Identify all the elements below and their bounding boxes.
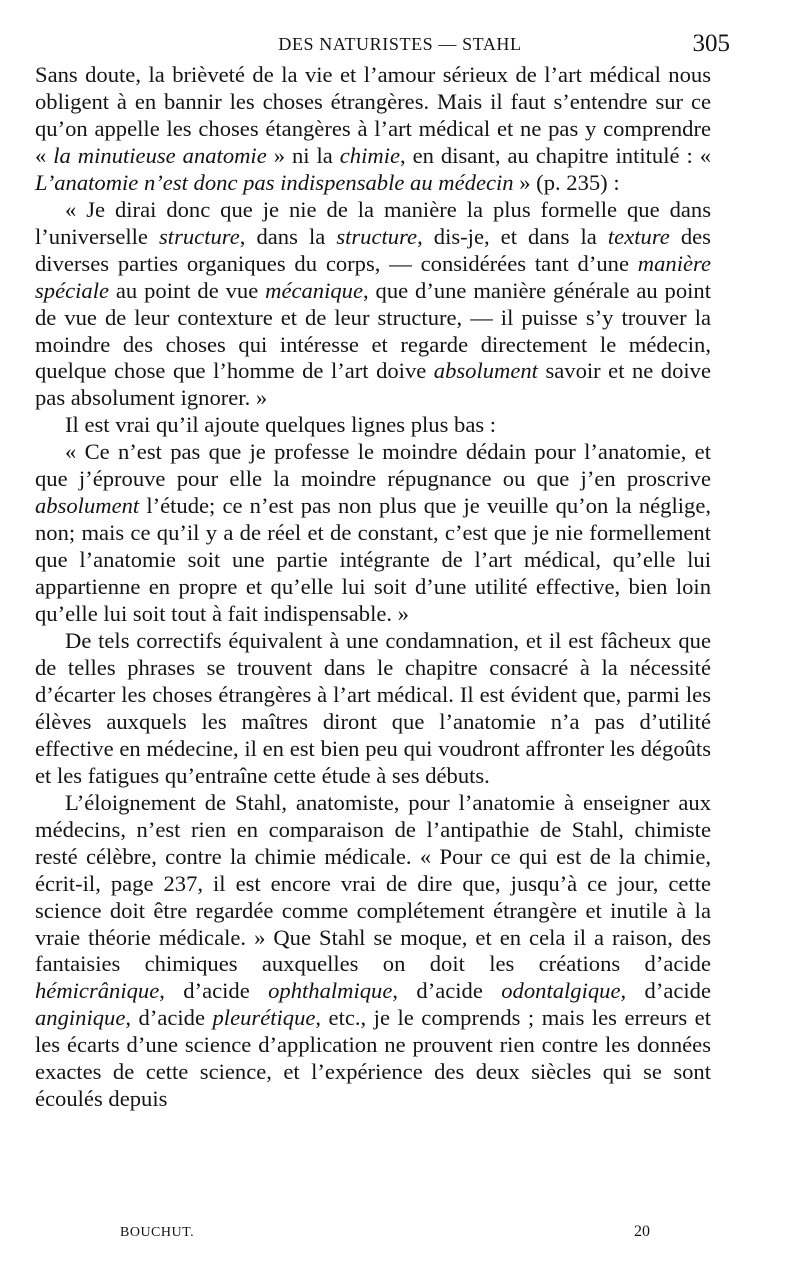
- italic-text: absolument: [433, 358, 538, 384]
- paragraph: [35, 628, 711, 790]
- page-number: 305: [692, 30, 730, 57]
- italic-text: pleurétique: [212, 1005, 316, 1031]
- text-run: , d’acide: [392, 978, 502, 1004]
- italic-text: mécanique: [265, 277, 363, 303]
- paragraph: [35, 62, 711, 197]
- printer-signature: BOUCHUT.: [120, 1225, 195, 1240]
- text-run: « Ce n’est pas que je professe le moindre dédain pour l’anatomie, et que j’éprouve pour elle la moindre répugnance ou que j’en proscrive: [35, 439, 711, 492]
- paragraph: [35, 439, 711, 628]
- text-run: , dis-je, et dans la: [417, 223, 608, 249]
- text-run: » (p. 235) :: [513, 169, 620, 195]
- italic-text: structure: [159, 223, 240, 249]
- italic-text: hémicrânique: [35, 978, 160, 1004]
- text-run: , etc., je le comprends ; mais les erreurs et les écarts d’une science d’application ne prouvent rien contre les données exactes de cette science, et l’expérience des deux siècles qui se sont écoulés depuis: [35, 1005, 711, 1112]
- text-run: au point de vue: [109, 277, 266, 303]
- italic-text: manière spéciale: [35, 250, 711, 303]
- sheet-number: 20: [634, 1223, 650, 1240]
- italic-text: ophthalmique: [268, 978, 393, 1004]
- italic-text: absolument: [35, 493, 140, 519]
- italic-text: L’anatomie n’est donc pas indispensable au médecin: [35, 169, 514, 195]
- text-run: « Je dirai donc que je nie de la manière la plus formelle que dans l’universelle: [35, 196, 711, 249]
- text-run: , d’acide: [159, 978, 269, 1004]
- text-run: l’étude; ce n’est pas non plus que je veuille qu’on la néglige, non; mais ce qu’il y a de réel et de constant, c’est que je nie formellement que l’anatomie soit une partie intégrante de l’art médical, qu’elle lui appartienne en propre et qu’elle lui soit d’une utilité effective, bien loin qu’elle lui soit tout à fait indispensable. »: [35, 493, 711, 627]
- text-run: Il est vrai qu’il ajoute quelques lignes plus bas :: [65, 412, 497, 438]
- italic-text: anginique: [35, 1005, 126, 1031]
- text-run: » ni la: [266, 142, 340, 168]
- text-run: , d’acide: [125, 1005, 213, 1031]
- text-run: L’éloignement de Stahl, anatomiste, pour l’anatomie à enseigner aux médecins, n’est rien en comparaison de l’antipathie de Stahl, chimiste resté célèbre, contre la chimie médicale. « Pour ce qui est de la chimie, écrit-il, page 237, il est encore vrai de dire que, jusqu’à ce jour, cette science doit être regardée comme complétement étrangère et inutile à la vraie théorie médicale. » Que Stahl se moque, et en cela il a raison, des fantaisies chimiques auxquelles on doit les créations d’acide: [35, 789, 711, 977]
- text-run: , en disant, au chapitre intitulé : «: [400, 142, 711, 168]
- italic-text: structure: [336, 223, 418, 249]
- italic-text: la minutieuse anatomie: [53, 142, 267, 168]
- text-run: , dans la: [239, 223, 337, 249]
- text-run: , que d’une manière générale au point de vue de leur contexture et de leur structure, — il puisse s’y trouver la moindre des choses qui intéresse et regarde directement le médecin, quelque chose que l’homme de l’art doive: [35, 277, 711, 384]
- paragraph: [35, 412, 711, 439]
- italic-text: odontalgique: [501, 978, 621, 1004]
- italic-text: texture: [607, 223, 670, 249]
- text-run: des diverses parties organiques du corps, — considérées tant d’une: [35, 223, 711, 276]
- text-run: Sans doute, la brièveté de la vie et l’amour sérieux de l’art médical nous obligent à en bannir les choses étrangères. Mais il faut s’entendre sur ce qu’on appelle les choses étangères à l’art médical et ne pas y comprendre «: [35, 62, 711, 168]
- italic-text: chimie: [339, 142, 401, 168]
- text-run: savoir et ne doive pas absolument ignorer. »: [35, 358, 711, 411]
- text-run: , d’acide: [620, 978, 711, 1004]
- running-head: [38, 30, 762, 60]
- paragraph: [35, 790, 711, 1113]
- paragraph: [35, 197, 711, 413]
- text-run: De tels correctifs équivalent à une condamnation, et il est fâcheux que de telles phrases se trouvent dans le chapitre consacré à la nécessité d’écarter les choses étrangères à l’art médical. Il est évident que, parmi les élèves auxquels les maîtres diront que l’anatomie n’a pas d’utilité effective en médecine, il en est bien peu qui voudront affronter les dégoûts et les fatigues qu’entraîne cette étude à ses débuts.: [35, 628, 711, 788]
- body-text: [35, 62, 711, 1113]
- running-title: DES NATURISTES — STAHL: [278, 34, 522, 54]
